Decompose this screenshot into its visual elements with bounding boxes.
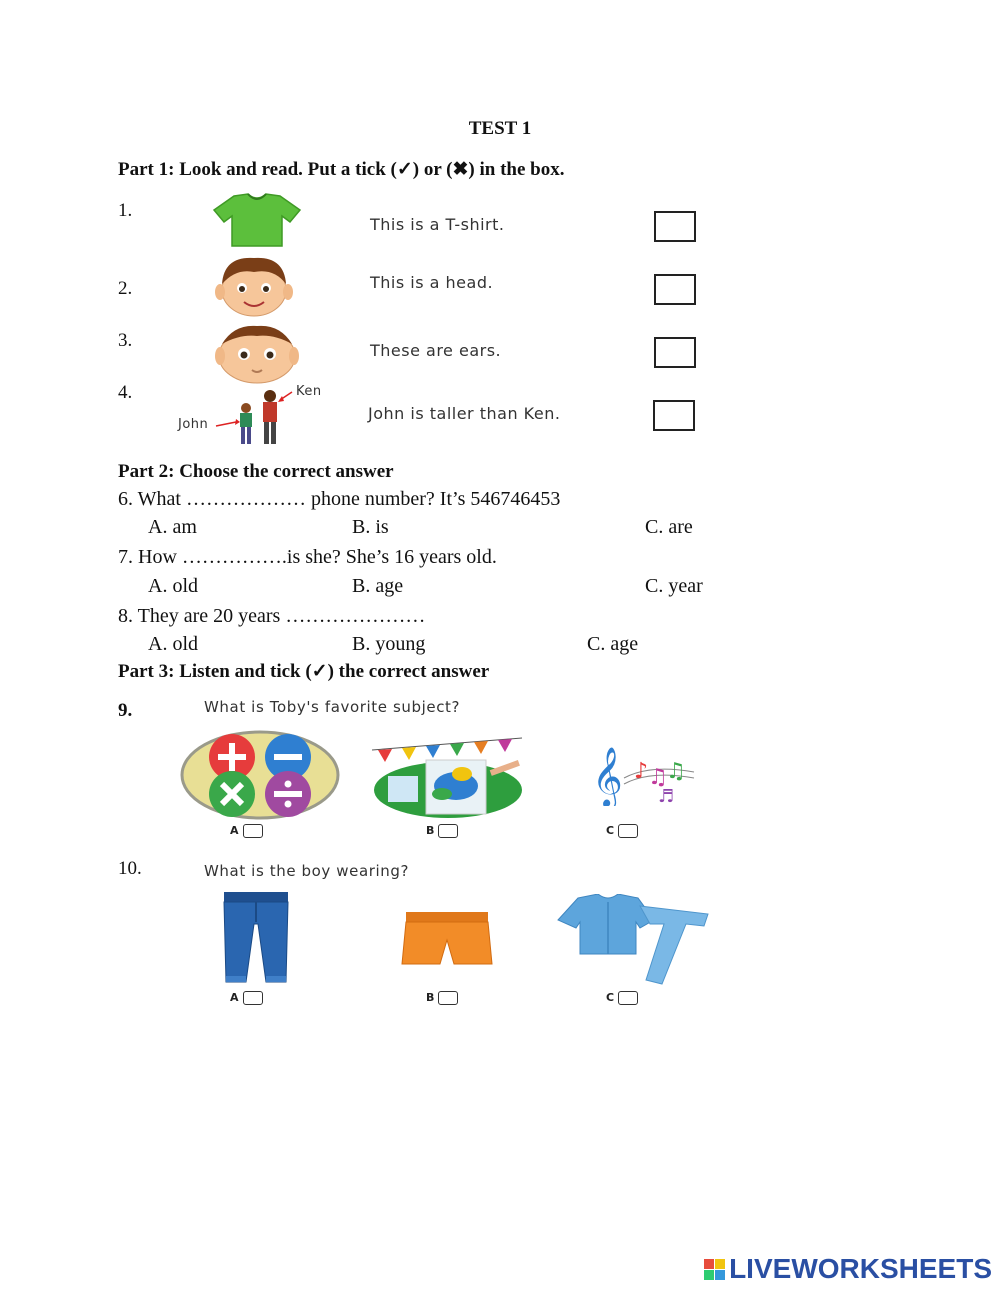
sentence: This is a head.: [370, 273, 494, 292]
option-a-checkbox[interactable]: A: [230, 991, 263, 1005]
shirt-and-pants-icon: [554, 894, 712, 991]
item-number: 2.: [118, 278, 133, 299]
sentence: John is taller than Ken.: [368, 404, 561, 423]
checkbox-icon[interactable]: [618, 824, 638, 838]
svg-text:♫: ♫: [648, 765, 668, 790]
part3-heading: Part 3: Listen and tick (✓) the correct answer: [118, 661, 490, 682]
item-number: 1.: [118, 200, 133, 221]
jeans-icon: [220, 890, 292, 991]
svg-text:♪: ♪: [634, 759, 649, 784]
option-a-checkbox[interactable]: A: [230, 824, 263, 838]
label-john: John: [178, 417, 209, 432]
checkbox-icon[interactable]: [438, 824, 458, 838]
option-c[interactable]: C. are: [645, 516, 693, 538]
tick-box[interactable]: [653, 400, 695, 431]
checkbox-icon[interactable]: [438, 991, 458, 1005]
liveworksheets-logo[interactable]: [704, 1253, 992, 1285]
part1-heading: Part 1: Look and read. Put a tick (✓) or (✖) in the box.: [118, 159, 565, 180]
question-number: 10.: [118, 858, 142, 879]
sentence: This is a T-shirt.: [370, 215, 505, 234]
checkbox-icon[interactable]: [243, 991, 263, 1005]
option-a[interactable]: A. am: [148, 516, 197, 538]
option-b[interactable]: B. young: [352, 633, 426, 655]
option-a[interactable]: A. old: [148, 633, 198, 655]
svg-text:♬: ♬: [658, 786, 675, 806]
question-8: 8. They are 20 years …………………: [118, 605, 426, 627]
option-a[interactable]: A. old: [148, 575, 198, 597]
checkbox-icon[interactable]: [243, 824, 263, 838]
boy-head-icon: [214, 254, 294, 323]
option-c-checkbox[interactable]: C: [606, 824, 638, 838]
tick-box[interactable]: [654, 337, 696, 368]
art-painting-icon: [372, 736, 524, 825]
tick-box[interactable]: [654, 211, 696, 242]
option-c-checkbox[interactable]: C: [606, 991, 638, 1005]
item-number: 3.: [118, 330, 133, 351]
boy-face-closeup-icon: [214, 322, 300, 389]
logo-text: LIVEWORKSHEETS: [729, 1253, 992, 1284]
option-b-checkbox[interactable]: B: [426, 991, 458, 1005]
option-c[interactable]: C. year: [645, 575, 703, 597]
sentence: These are ears.: [370, 341, 502, 360]
checkbox-icon[interactable]: [618, 991, 638, 1005]
question-prompt: What is the boy wearing?: [204, 862, 410, 880]
logo-icon: [704, 1259, 725, 1280]
question-number: 9.: [118, 700, 133, 721]
question-6: 6. What ……………… phone number? It’s 546746453: [118, 488, 561, 510]
svg-text:♫: ♫: [666, 759, 686, 784]
item-number: 4.: [118, 382, 133, 403]
svg-text:𝄞: 𝄞: [592, 747, 623, 806]
shorts-icon: [400, 910, 494, 973]
question-prompt: What is Toby's favorite subject?: [204, 698, 461, 716]
question-7: 7. How …………….is she? She’s 16 years old.: [118, 546, 497, 568]
option-b[interactable]: B. is: [352, 516, 389, 538]
tshirt-icon: [212, 192, 302, 253]
math-symbols-icon: [180, 730, 340, 825]
part2-heading: Part 2: Choose the correct answer: [118, 461, 394, 482]
label-ken: Ken: [296, 384, 322, 399]
tick-box[interactable]: [654, 274, 696, 305]
option-c[interactable]: C. age: [587, 633, 639, 655]
music-notes-icon: [590, 744, 700, 811]
option-b-checkbox[interactable]: B: [426, 824, 458, 838]
page-title: TEST 1: [468, 118, 532, 139]
option-b[interactable]: B. age: [352, 575, 404, 597]
